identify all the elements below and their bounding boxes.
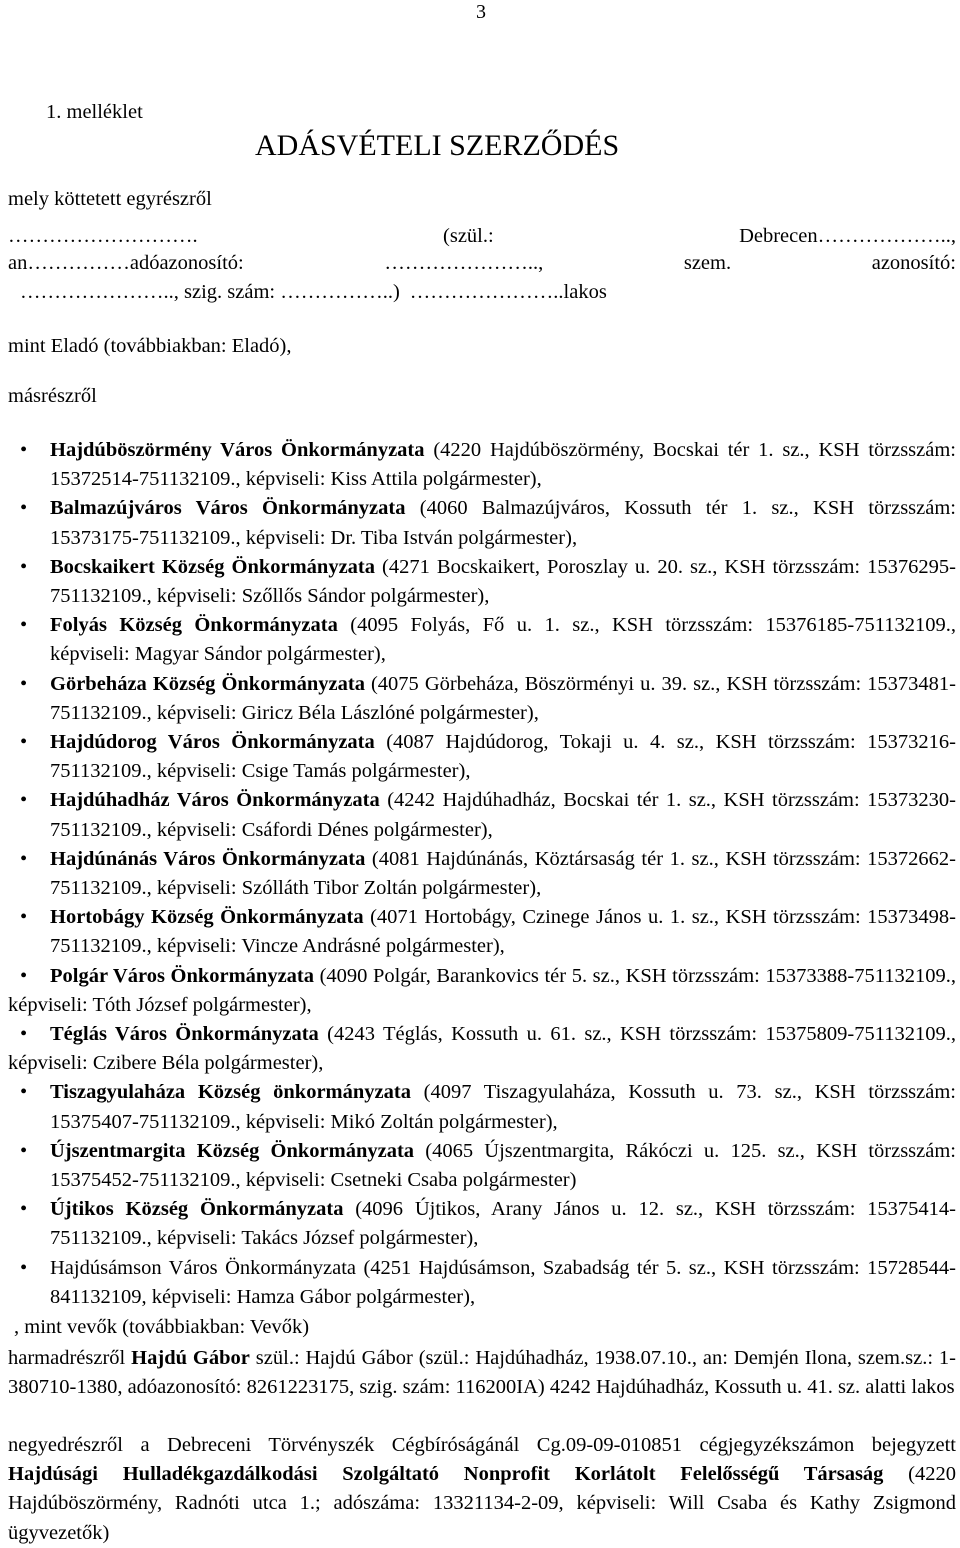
seller-role: mint Eladó (továbbiakban: Eladó), [8, 335, 292, 357]
blank-field: …………………..lakos [409, 281, 607, 303]
list-item: • Újszentmargita Község Önkormányzata (4065 Újszentmargita, Rákóczi u. 125. sz., KSH törzsszám: 15375452-751132109., képviseli: Csetneki Csaba polgármester) [20, 1139, 957, 1192]
list-item: • Hortobágy Község Önkormányzata (4071 Hortobágy, Czinege János u. 1. sz., KSH törzsszám: 15373498-751132109., képviseli: Vincze Andrásné polgármester), [20, 906, 956, 958]
blank-field: azonosító: [871, 252, 956, 274]
blank-field: szem. [683, 252, 732, 274]
list-item: • Hajdúsámson Város Önkormányzata (4251 Hajdúsámson, Szabadság tér 5. sz., KSH törzsszám: 15728544-841132109, képviseli: Hamza Gábor polgármester), [20, 1256, 956, 1308]
buyers-list [8, 436, 956, 1312]
list-item: • Hajdúhadház Város Önkormányzata (4242 Hajdúhadház, Bocskai tér 1. sz., KSH törzsszám: 15373230-751132109., képviseli: Csáfordi Dénes polgármester), [20, 789, 956, 841]
list-item: • Újtikos Község Önkormányzata (4096 Újtikos, Arany János u. 12. sz., KSH törzsszám: 15375414-751132109., képviseli: Takács József polgármester), [20, 1198, 956, 1250]
document-title: ADÁSVÉTELI SZERZŐDÉS [255, 129, 620, 162]
blank-field: Debrecen……………….., [739, 225, 956, 247]
annex-label: 1. melléklet [46, 101, 143, 123]
third-party-paragraph: harmadrészről Hajdú Gábor szül.: Hajdú Gábor (szül.: Hajdúhadház, 1938.07.10., an: Demjén Ilona, szem.sz.: 1-380710-1380, adóazonosító: 8261223175, szig. szám: 116200IA) 4242 Hajdúhadház, Kossuth u. 41. sz. alatti lakos [8, 1347, 957, 1399]
intro-text: mely köttetett egyrészről [8, 188, 212, 210]
seller-blank-line-2 [8, 251, 956, 275]
list-item: • Tiszagyulaháza Község önkormányzata (4097 Tiszagyulaháza, Kossuth u. 73. sz., KSH törzsszám: 15375407-751132109., képviseli: Mikó Zoltán polgármester), [20, 1081, 956, 1133]
seller-blank-line-1 [8, 224, 956, 248]
seller-blank-line-3 [8, 280, 956, 304]
list-item: • Polgár Város Önkormányzata (4090 Polgár, Barankovics tér 5. sz., KSH törzsszám: 15373388-751132109., képviseli: Tóth József polgármester), [8, 964, 956, 1016]
fourth-party-paragraph: negyedrészről a Debreceni Törvényszék Cégbíróságánál Cg.09-09-010851 cégjegyzékszámon bejegyzett Hajdúsági Hulladékgazdálkodási Szolgáltató Nonprofit Korlátolt Felelősségű Társaság (4220 Hajdúböszörmény, Radnóti utca 1.; adószáma: 13321134-2-09, képviseli: Will Csaba és Kathy Zsigmond ügyvezetők) [8, 1434, 956, 1544]
blank-field: ………………….., [384, 252, 544, 274]
list-item: • Görbeháza Község Önkormányzata (4075 Görbeháza, Böszörményi u. 39. sz., KSH törzsszám: 15373481-751132109., képviseli: Giricz Béla Lászlóné polgármester), [20, 672, 956, 724]
blank-field: ………………………. [8, 225, 198, 247]
blank-field: (szül.: [443, 225, 494, 247]
list-item: • Hajdúböszörmény Város Önkormányzata (4220 Hajdúböszörmény, Bocskai tér 1. sz., KSH törzsszám: 15372514-751132109., képviseli: Kiss Attila polgármester), [20, 439, 956, 491]
list-item: • Balmazújváros Város Önkormányzata (4060 Balmazújváros, Kossuth tér 1. sz., KSH törzsszám: 15373175-751132109., képviseli: Dr. Tiba István polgármester), [20, 497, 956, 549]
other-side-label: másrészről [8, 385, 97, 407]
blank-field: an……………adóazonosító: [8, 252, 244, 274]
list-item: • Téglás Város Önkormányzata (4243 Téglás, Kossuth u. 61. sz., KSH törzsszám: 15375809-751132109., képviseli: Czibere Béla polgármester), [8, 1023, 956, 1075]
list-item: • Bocskaikert Község Önkormányzata (4271 Bocskaikert, Poroszlay u. 20. sz., KSH törzsszám: 15376295-751132109., képviseli: Szőllős Sándor polgármester), [20, 555, 956, 608]
blank-field: ………………….., szig. szám: ……………..) [20, 281, 400, 303]
list-item: • Folyás Község Önkormányzata (4095 Folyás, Fő u. 1. sz., KSH törzsszám: 15376185-751132109., képviseli: Magyar Sándor polgármester), [20, 614, 956, 666]
list-item: • Hajdúdorog Város Önkormányzata (4087 Hajdúdorog, Tokaji u. 4. sz., KSH törzsszám: 15373216-751132109., képviseli: Csige Tamás polgármester), [20, 731, 956, 783]
list-item: • Hajdúnánás Város Önkormányzata (4081 Hajdúnánás, Köztársaság tér 1. sz., KSH törzsszám: 15372662-751132109., képviseli: Szólláth Tibor Zoltán polgármester), [20, 847, 956, 900]
buyers-role: , mint vevők (továbbiakban: Vevők) [14, 1316, 310, 1338]
page-number: 3 [476, 1, 486, 23]
